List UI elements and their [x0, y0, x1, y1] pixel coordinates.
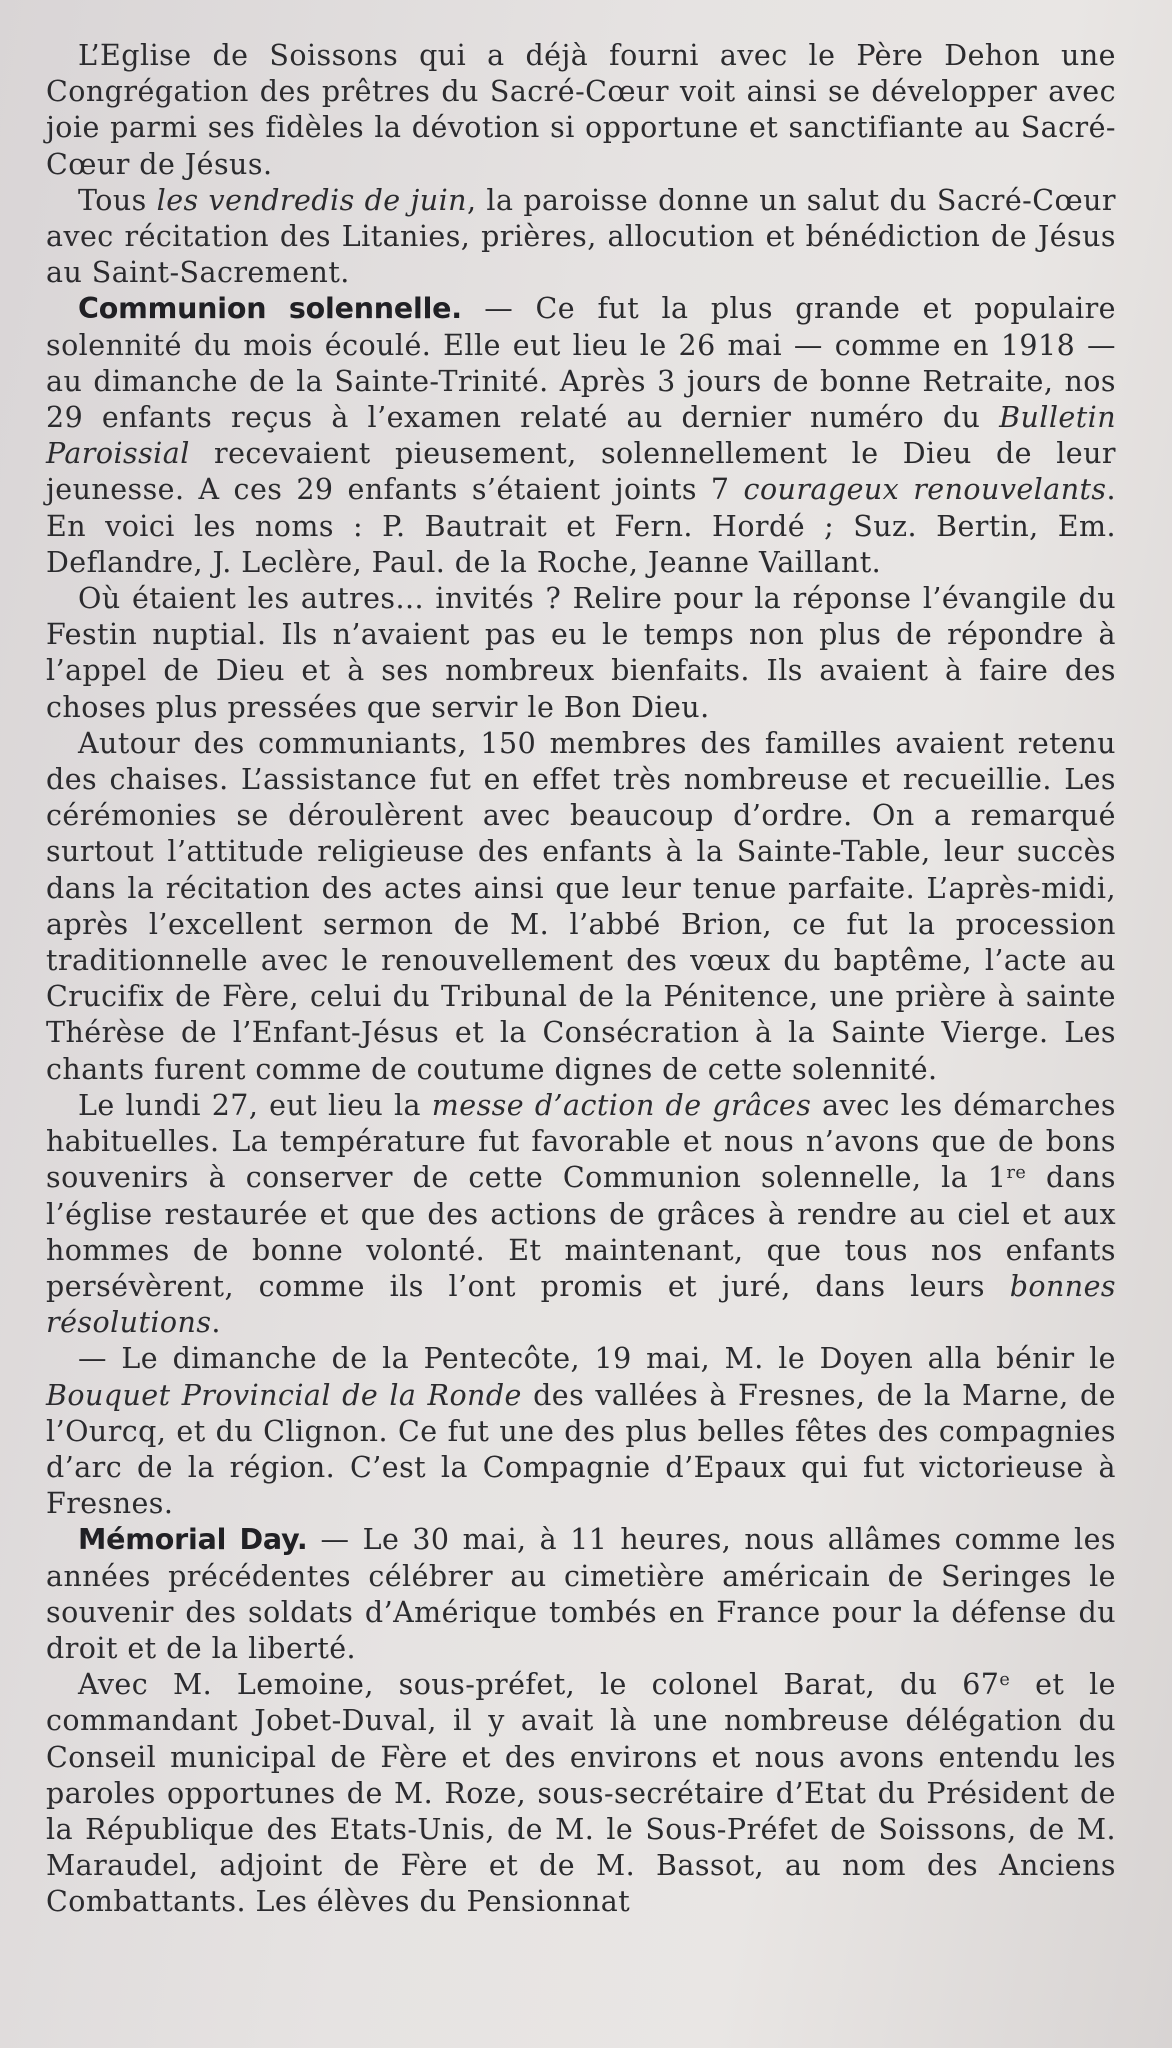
paragraph-pentecote-bouquet: [46, 1341, 1116, 1522]
text-run: Tous: [78, 183, 157, 217]
text-run: des vallées à Fresnes, de la Marne, de l’Ourcq, et du Clignon. Ce fut une des plus belles fêtes des compagnies d’arc de la région. C’est la Compagnie d’Epaux qui fut victorieuse à Fresnes.: [46, 1378, 1116, 1521]
paragraph-festin-nuptial: Où étaient les autres... invités ? Relire pour la réponse l’évangile du Festin nuptial. Ils n’avaient pas eu le temps non plus de répondre à l’appel de Dieu et à ses nombreux bienfaits. Ils avaient à faire des choses plus pressées que servir le Bon Dieu.: [46, 582, 1116, 724]
text-run: , la paroisse donne un salut du Sacré-Cœur avec récitation des Litanies, prières, allocution et bénédiction de Jésus au Saint-Sacrement.: [46, 183, 1116, 290]
paragraph-communion-solennelle: [46, 291, 1116, 581]
text-run: .: [211, 1306, 221, 1340]
italic-phrase: courageux renouvelants: [743, 473, 1107, 507]
text-run: Le lundi 27, eut lieu la: [78, 1088, 432, 1122]
text-run: — Le dimanche de la Pentecôte, 19 mai, M. le Doyen alla bénir le: [78, 1342, 1116, 1376]
text-run: — Ce fut la plus grande et populaire solennité du mois écoulé. Elle eut lieu le 26 mai — comme en 1918 — au dimanche de la Sainte-Trinité. Après 3 jours de bonne Retraite, nos 29 enfants reçus à l’examen relaté au dernier numéro du: [46, 292, 1116, 435]
italic-phrase: bonnes résolutions: [46, 1269, 1116, 1340]
text-run: recevaient pieusement, solennellement le Dieu de leur jeunesse. A ces 29 enfants s’étaient joints 7: [46, 437, 1116, 507]
paragraph-communiants-ceremonies: Autour des communiants, 150 membres des familles avaient retenu des chaises. L’assistance fut en effet très nombreuse et recueillie. Les cérémonies se déroulèrent avec beaucoup d’ordre. On a remarqué surtout l’attitude religieuse des enfants à la Sainte-Table, leur succès dans la récitation des actes ainsi que leur tenue parfaite. L’après-midi, après l’excellent sermon de M. l’abbé Brion, ce fut la procession traditionnelle avec le renouvellement des vœux du baptême, l’acte au Crucifix de Fère, celui du Tribunal de la Pénitence, une prière à sainte Thérèse de l’Enfant-Jésus et la Consécration à la Sainte Vierge. Les chants furent comme de coutume dignes de cette solennité.: [46, 726, 1116, 1086]
ordinal-superscript: re: [1006, 1163, 1027, 1184]
text-run: — Le 30 mai, à 11 heures, nous allâmes comme les années précédentes célébrer au cimetière américain de Seringes le souvenir des soldats d’Amérique tombés en France pour la défense du droit et de la liberté.: [46, 1523, 1116, 1665]
paragraph-lundi-action-graces: [46, 1088, 1116, 1341]
text-run: Avec M. Lemoine, sous-préfet, le colonel Barat, du 67: [78, 1668, 1000, 1702]
italic-phrase: les vendredis de juin: [156, 183, 467, 217]
paragraph-vendredis-juin: [46, 183, 1116, 292]
paragraph-delegation: [46, 1667, 1116, 1920]
italic-phrase: Bouquet Provincial de la Ronde: [46, 1378, 522, 1412]
text-run: avec les démarches habituelles. La température fut favorable et nous n’avons que de bons souvenirs à conserver de cette Communion solennelle, la 1: [46, 1088, 1116, 1195]
section-heading-communion: Communion solennelle.: [78, 292, 462, 326]
text-run: . En voici les noms : P. Bautrait et Fern. Hordé ; Suz. Bertin, Em. Deflandre, J. Leclère, Paul. de la Roche, Jeanne Vaillant.: [46, 473, 1116, 579]
text-run: dans l’église restaurée et que des actions de grâces à rendre au ciel et aux hommes de bonne volonté. Et maintenant, que tous nos enfants persévèrent, comme ils l’ont promis et juré, dans leurs: [46, 1161, 1116, 1303]
text-run: et le commandant Jobet-Duval, il y avait là une nombreuse délégation du Conseil municipal de Fère et des environs et nous avons entendu les paroles opportunes de M. Roze, sous-secrétaire d’Etat du Président de la République des Etats-Unis, de M. le Sous-Préfet de Soissons, de M. Maraudel, adjoint de Fère et de M. Bassot, au nom des Anciens Combattants. Les élèves du Pensionnat: [46, 1668, 1116, 1919]
paragraph-soissons-congregation: L’Eglise de Soissons qui a déjà fourni avec le Père Dehon une Congrégation des prêtres du Sacré-Cœur voit ainsi se développer avec joie parmi ses fidèles la dévotion si opportune et sanctifiante au Sacré-Cœur de Jésus.: [46, 39, 1116, 181]
italic-phrase: messe d’action de grâces: [431, 1088, 812, 1122]
italic-phrase: Bulletin Paroissial: [46, 401, 1116, 471]
section-heading-memorial-day: Mémorial Day.: [78, 1523, 308, 1557]
paragraph-memorial-day: [46, 1522, 1116, 1667]
ordinal-superscript: e: [999, 1670, 1011, 1691]
